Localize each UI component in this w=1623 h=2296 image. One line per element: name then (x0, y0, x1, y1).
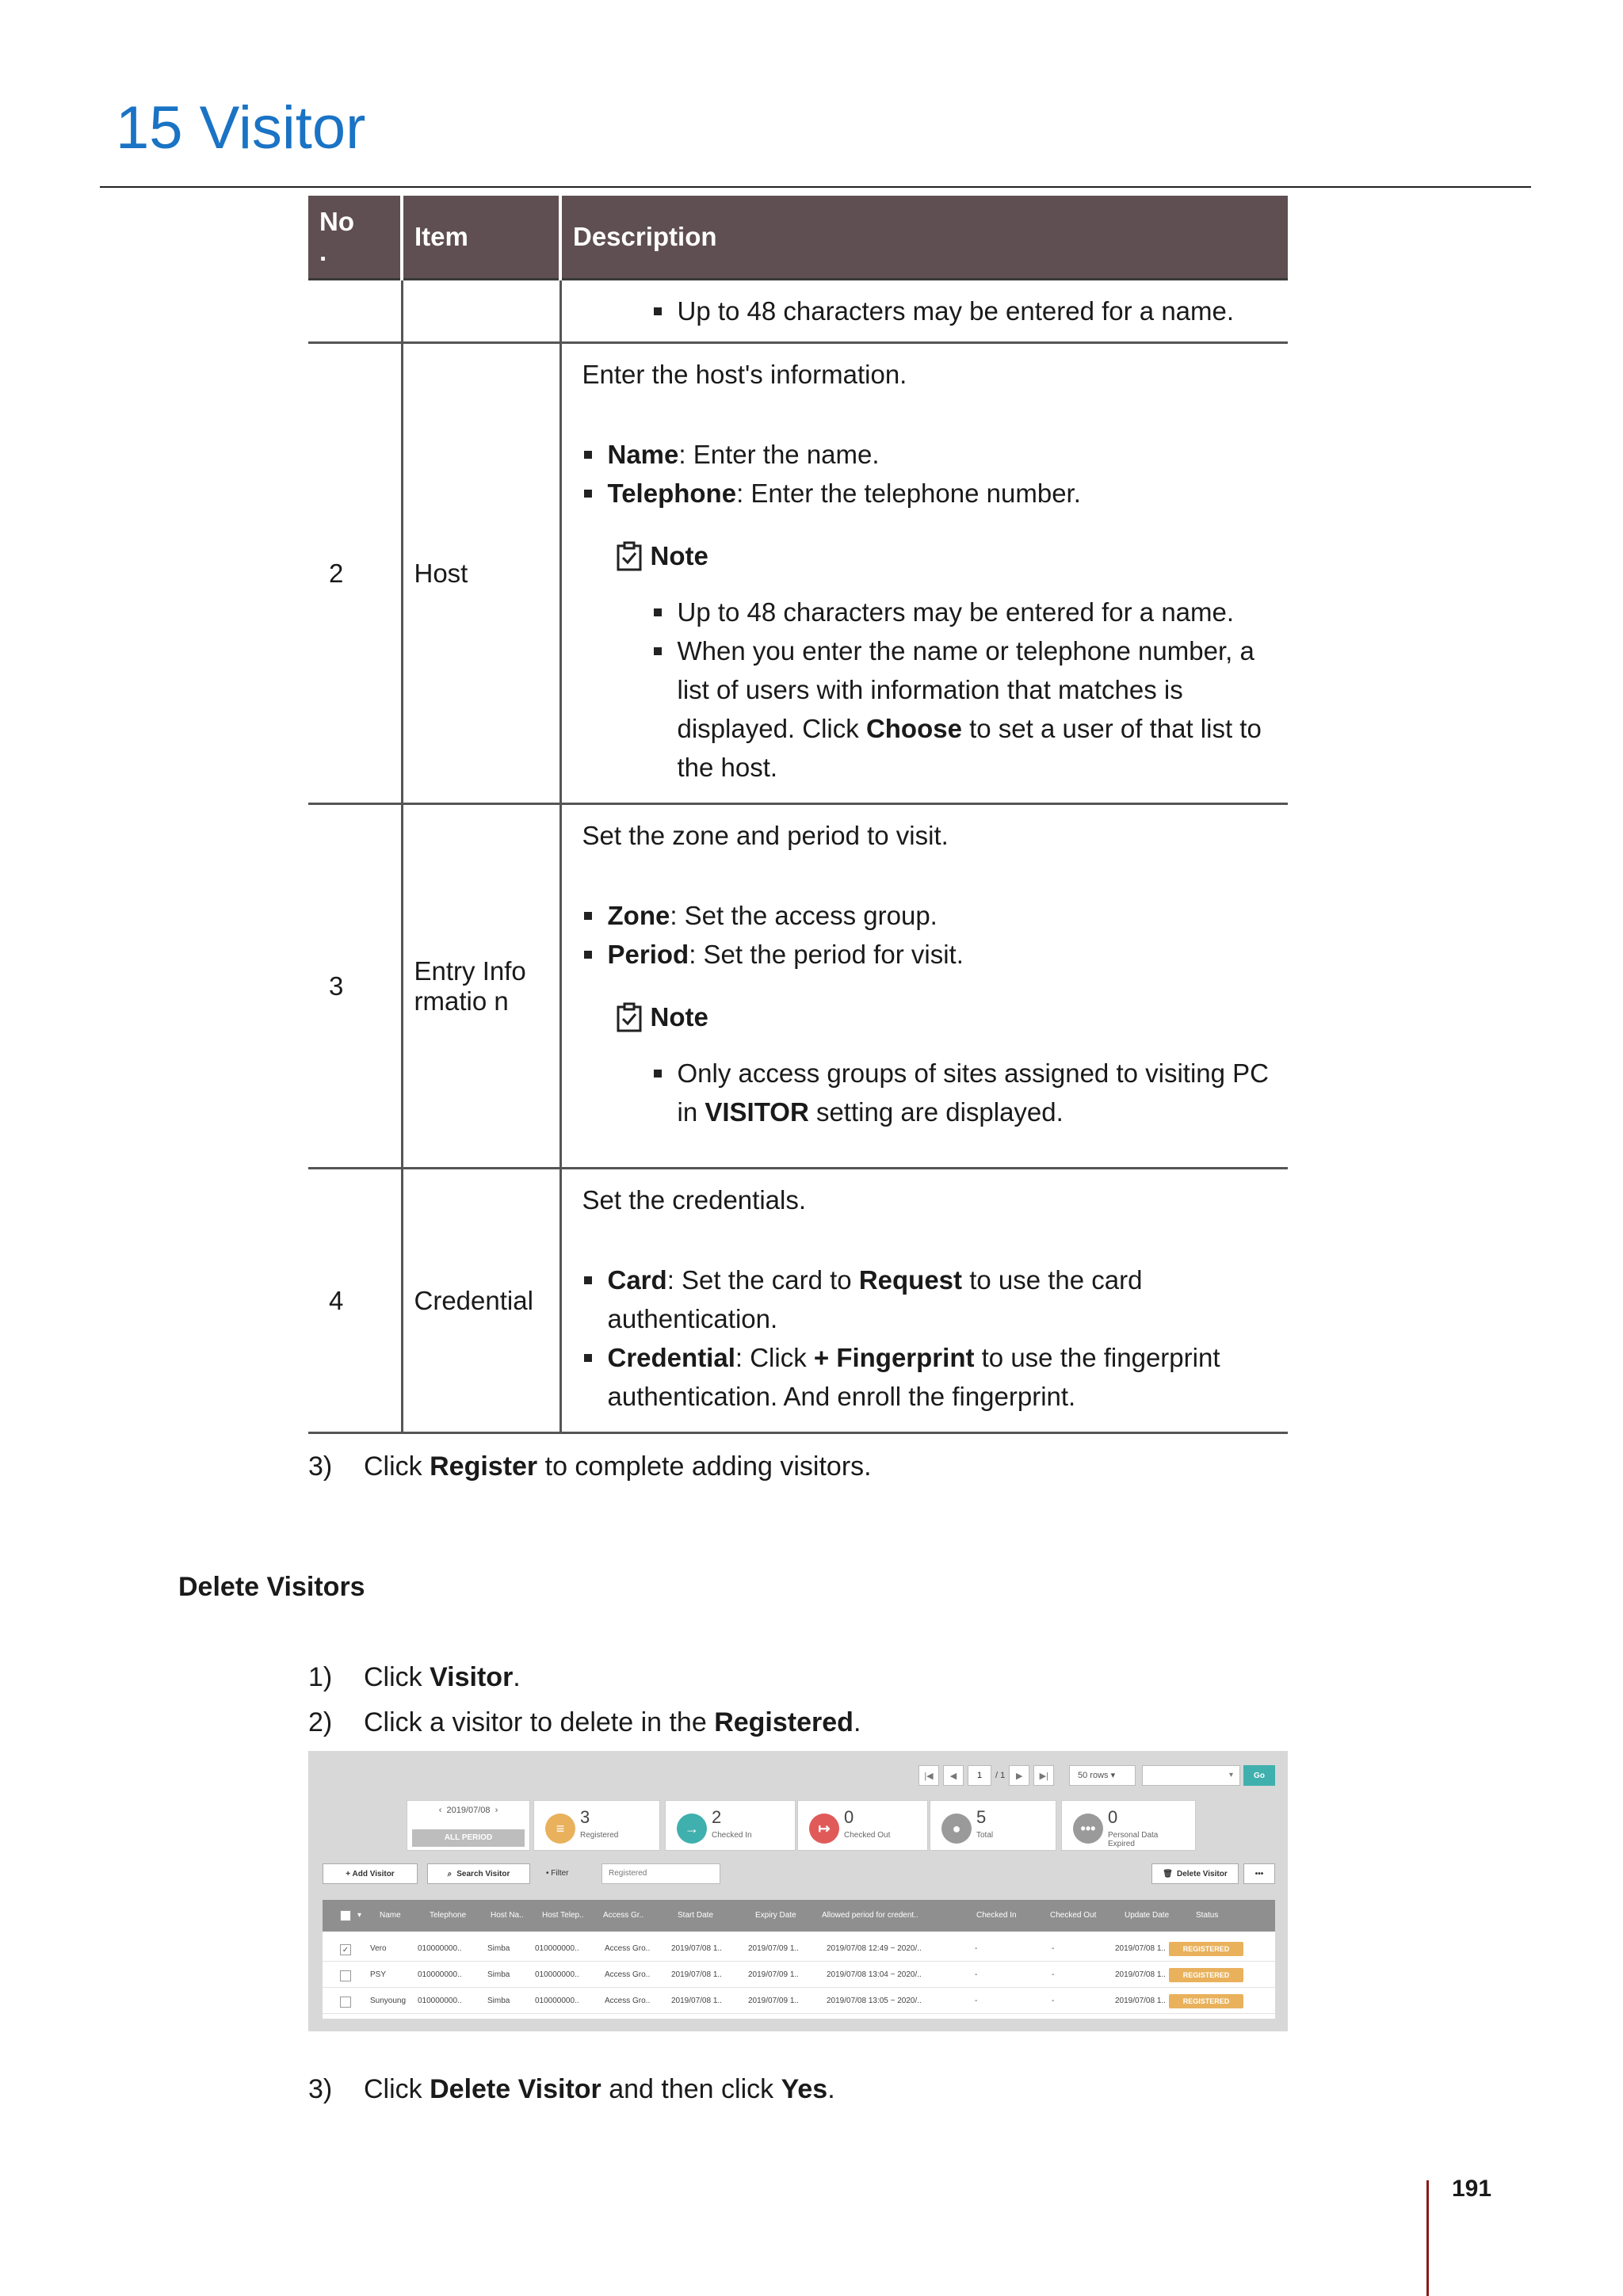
visitor-table-header (323, 1900, 1275, 1932)
stat-checked-in[interactable] (665, 1800, 796, 1851)
note-bullet: Only access groups of sites assigned to visiting PC in VISITOR setting are displayed. (652, 1054, 1271, 1131)
stat-count: 0 (1108, 1807, 1118, 1827)
header-no: No . (308, 196, 402, 280)
go-button[interactable]: Go (1243, 1765, 1275, 1786)
bullet-period: Period: Set the period for visit. (582, 935, 1271, 974)
cell-checked-in: - (975, 1997, 978, 2005)
last-page-button[interactable]: ▶| (1033, 1765, 1054, 1786)
cell-host-name: Simba (487, 1944, 510, 1953)
stat-total[interactable] (930, 1800, 1056, 1851)
col-name[interactable]: Name (380, 1911, 401, 1920)
step-text: Click Visitor. (364, 1662, 521, 1692)
visitor-list-screenshot (308, 1751, 1288, 2031)
row-no (308, 280, 402, 343)
trash-icon: 🗑 (1163, 1869, 1173, 1878)
cell-checked-out: - (1052, 1944, 1055, 1953)
header-item: Item (402, 196, 560, 280)
more-icon: ••• (1073, 1814, 1103, 1844)
col-telephone[interactable]: Telephone (430, 1911, 467, 1920)
cell-telephone: 010000000.. (418, 1970, 462, 1979)
row-description (560, 280, 1288, 343)
col-host-telephone[interactable]: Host Telep.. (542, 1911, 584, 1920)
stat-personal-data-expired[interactable] (1061, 1800, 1196, 1851)
step-number: 2) (308, 1707, 333, 1737)
cell-access-group: Access Gro.. (605, 1970, 651, 1979)
row-description (560, 1169, 1288, 1433)
table-row (308, 804, 1288, 1169)
cell-expiry-date: 2019/07/09 1.. (748, 1997, 799, 2005)
table-row (308, 280, 1288, 343)
stat-label: Personal Data Expired (1108, 1831, 1159, 1848)
col-expiry-date[interactable]: Expiry Date (755, 1911, 796, 1920)
row-no: 4 (308, 1169, 402, 1433)
page-input[interactable]: 1 (968, 1765, 991, 1786)
row-intro: Set the zone and period to visit. (582, 821, 949, 850)
select-all-dropdown[interactable]: ▾ (357, 1911, 362, 1920)
note-heading: Note (616, 997, 1271, 1036)
step-number: 3) (308, 2074, 333, 2104)
items-table (308, 196, 1288, 1434)
col-allowed-period[interactable]: Allowed period for credent.. (822, 1911, 918, 1920)
stat-count: 5 (976, 1807, 987, 1827)
cell-host-name: Simba (487, 1970, 510, 1979)
page-number-rule (1426, 2180, 1429, 2296)
cell-start-date: 2019/07/08 1.. (671, 1944, 722, 1953)
col-update-date[interactable]: Update Date (1125, 1911, 1170, 1920)
table-row[interactable] (323, 1936, 1275, 1962)
stat-count: 2 (712, 1807, 722, 1827)
col-host-name[interactable]: Host Na.. (491, 1911, 524, 1920)
col-checked-in[interactable]: Checked In (976, 1911, 1017, 1920)
note-bullet: When you enter the name or telephone number, a list of users with information that matches is displayed. Click Choose to set a user of that list to the host. (652, 631, 1271, 787)
row-no: 3 (308, 804, 402, 1169)
title-rule (100, 186, 1531, 188)
filter-select[interactable]: Registered (601, 1863, 720, 1884)
note-bullet: Up to 48 characters may be entered for a name. (652, 593, 1271, 631)
cell-name: Vero (370, 1944, 387, 1953)
cell-telephone: 010000000.. (418, 1997, 462, 2005)
step-delete-visitor (0, 2074, 1623, 2109)
stat-label: Total (976, 1831, 994, 1840)
stat-registered[interactable] (533, 1800, 660, 1851)
cell-checked-in: - (975, 1970, 978, 1979)
row-item: Host (402, 343, 560, 804)
cell-name: PSY (370, 1970, 387, 1979)
rows-per-page-select[interactable]: 50 rows ▾ (1069, 1765, 1136, 1786)
cell-update-date: 2019/07/08 1.. (1115, 1997, 1166, 2005)
col-start-date[interactable]: Start Date (678, 1911, 714, 1920)
bullet-zone: Zone: Set the access group. (582, 896, 1271, 935)
row-checkbox[interactable] (340, 1997, 351, 2008)
search-visitor-button[interactable]: ⌕ Search Visitor (427, 1863, 530, 1884)
cell-allowed-period: 2019/07/08 12:49 ~ 2020/.. (827, 1944, 922, 1953)
first-page-button[interactable]: |◀ (918, 1765, 939, 1786)
delete-visitor-button[interactable]: 🗑 Delete Visitor (1151, 1863, 1239, 1884)
step-number: 3) (308, 1451, 333, 1482)
status-badge: REGISTERED (1169, 1994, 1243, 2008)
cell-access-group: Access Gro.. (605, 1944, 651, 1953)
cell-checked-in: - (975, 1944, 978, 1953)
stat-label: Registered (580, 1831, 619, 1840)
pager (918, 1765, 1054, 1786)
step-register (0, 1451, 1623, 1486)
col-access-group[interactable]: Access Gr.. (603, 1911, 644, 1920)
select-all-checkbox[interactable] (340, 1910, 351, 1921)
row-checkbox[interactable] (340, 1970, 351, 1981)
cell-access-group: Access Gro.. (605, 1997, 651, 2005)
step-text: Click Register to complete adding visitors. (364, 1451, 872, 1482)
more-button[interactable]: ••• (1243, 1863, 1275, 1884)
cell-expiry-date: 2019/07/09 1.. (748, 1970, 799, 1979)
all-period-button[interactable]: ALL PERIOD (412, 1829, 525, 1847)
row-intro: Set the credentials. (582, 1185, 806, 1215)
bullet-credential: Credential: Click + Fingerprint to use the fingerprint authentication. And enroll the fingerprint. (582, 1338, 1271, 1416)
step-click-registered (0, 1707, 1623, 1742)
row-no: 2 (308, 343, 402, 804)
checked-in-icon: → (677, 1814, 707, 1844)
section-heading: Delete Visitors (178, 1572, 365, 1602)
col-status[interactable]: Status (1196, 1911, 1219, 1920)
row-description (560, 804, 1288, 1169)
page-total: / 1 (995, 1771, 1006, 1780)
cell-update-date: 2019/07/08 1.. (1115, 1944, 1166, 1953)
row-checkbox[interactable]: ✓ (340, 1944, 351, 1955)
cell-host-name: Simba (487, 1997, 510, 2005)
step-click-visitor (0, 1662, 1623, 1697)
cell-host-telephone: 010000000.. (535, 1997, 579, 2005)
stat-checked-out[interactable] (797, 1800, 928, 1851)
filter-label: • Filter (546, 1869, 569, 1878)
stat-count: 3 (580, 1807, 590, 1827)
search-select[interactable]: ▾ (1142, 1765, 1240, 1786)
stat-count: 0 (844, 1807, 854, 1827)
row-item (402, 804, 560, 1169)
prev-page-button[interactable]: ◀ (943, 1765, 964, 1786)
date-label: ‹ 2019/07/08 › (438, 1806, 498, 1815)
search-icon: ⌕ (447, 1869, 453, 1878)
registered-icon: ≡ (545, 1814, 575, 1844)
table-row[interactable] (323, 1989, 1275, 2014)
cell-checked-out: - (1052, 1997, 1055, 2005)
checked-out-icon: ↦ (809, 1814, 839, 1844)
row-intro: Enter the host's information. (582, 360, 907, 389)
cell-allowed-period: 2019/07/08 13:04 ~ 2020/.. (827, 1970, 922, 1979)
cell-start-date: 2019/07/08 1.. (671, 1997, 722, 2005)
stat-label: Checked Out (844, 1831, 891, 1840)
cell-expiry-date: 2019/07/09 1.. (748, 1944, 799, 1953)
page-title: 15 Visitor (116, 94, 366, 162)
stat-label: Checked In (712, 1831, 752, 1840)
add-visitor-button[interactable]: + Add Visitor (323, 1863, 418, 1884)
cell-checked-out: - (1052, 1970, 1055, 1979)
item-entry-information: Entry Informatio n (414, 955, 526, 1016)
bullet-telephone: Telephone: Enter the telephone number. (582, 474, 1271, 513)
cell-name: Sunyoung (370, 1997, 407, 2005)
row-description (560, 343, 1288, 804)
cell-telephone: 010000000.. (418, 1944, 462, 1953)
status-badge: REGISTERED (1169, 1942, 1243, 1956)
note-clipboard-icon (616, 1002, 643, 1032)
note-bullet: Up to 48 characters may be entered for a name. (652, 292, 1271, 330)
bullet-card: Card: Set the card to Request to use the card authentication. (582, 1261, 1271, 1338)
bullet-name: Name: Enter the name. (582, 435, 1271, 474)
next-page-button[interactable]: ▶ (1009, 1765, 1029, 1786)
row-item (402, 280, 560, 343)
note-heading: Note (616, 536, 1271, 575)
user-icon: ● (941, 1814, 972, 1844)
step-text: Click Delete Visitor and then click Yes. (364, 2074, 835, 2104)
cell-update-date: 2019/07/08 1.. (1115, 1970, 1166, 1979)
step-text: Click a visitor to delete in the Registered. (364, 1707, 861, 1737)
cell-host-telephone: 010000000.. (535, 1944, 579, 1953)
table-header-row (308, 196, 1288, 280)
table-row (308, 1169, 1288, 1433)
date-selector[interactable] (407, 1800, 530, 1851)
row-item: Credential (402, 1169, 560, 1433)
header-description: Description (560, 196, 1288, 280)
status-badge: REGISTERED (1169, 1968, 1243, 1982)
note-clipboard-icon (616, 541, 643, 571)
page-number: 191 (1452, 2176, 1492, 2202)
table-row (308, 343, 1288, 804)
table-row[interactable] (323, 1962, 1275, 1988)
cell-host-telephone: 010000000.. (535, 1970, 579, 1979)
col-checked-out[interactable]: Checked Out (1050, 1911, 1097, 1920)
cell-start-date: 2019/07/08 1.. (671, 1970, 722, 1979)
step-number: 1) (308, 1662, 333, 1692)
cell-allowed-period: 2019/07/08 13:05 ~ 2020/.. (827, 1997, 922, 2005)
